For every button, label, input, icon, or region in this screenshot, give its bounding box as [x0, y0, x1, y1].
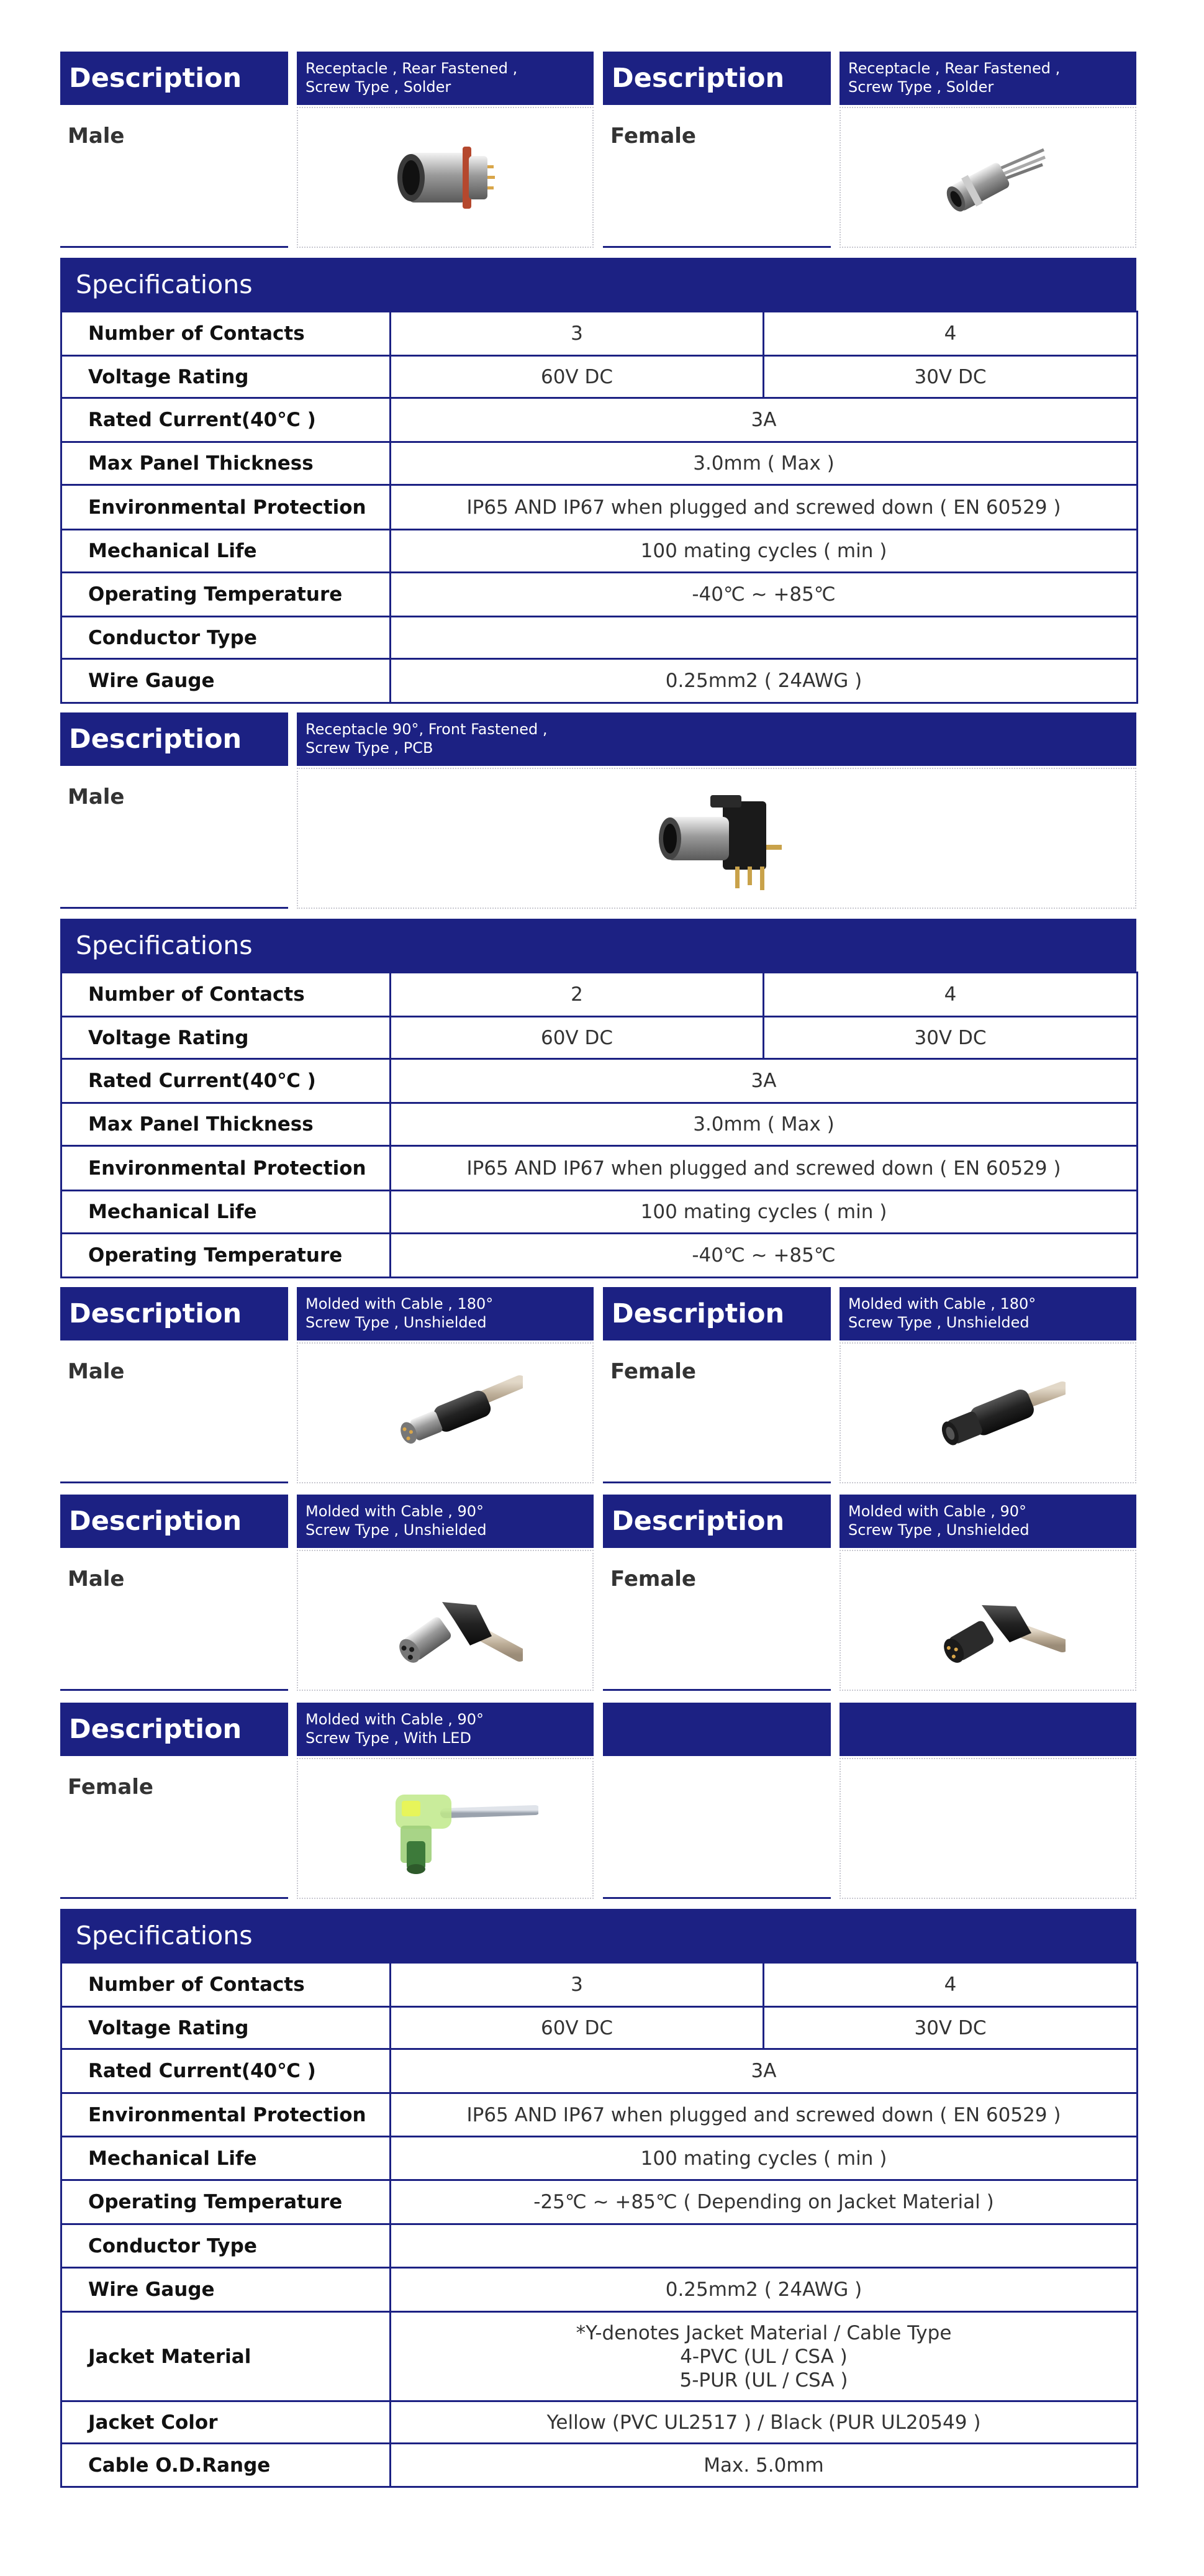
table-row [61, 2401, 1138, 2444]
empty-header-cell [840, 1703, 1136, 1756]
spec-value: 100 mating cycles ( min ) [391, 530, 1138, 573]
table-row [61, 2093, 1138, 2137]
product-image [840, 107, 1136, 248]
specifications-heading: Specifications [60, 1909, 1136, 1962]
male-receptacle-icon [383, 131, 507, 224]
description-heading: Description [60, 52, 288, 105]
spec-value: 4 [764, 312, 1138, 356]
table-row [61, 2137, 1138, 2180]
spec-value: 100 mating cycles ( min ) [391, 2137, 1138, 2180]
subtitle-line: Screw Type , Solder [848, 78, 994, 96]
gender-label: Male [60, 1548, 288, 1691]
spec-value: IP65 AND IP67 when plugged and screwed down ( EN 60529 ) [391, 2093, 1138, 2137]
empty-header-cell [603, 1703, 831, 1756]
table-row [61, 1059, 1138, 1103]
table-row [61, 2049, 1138, 2093]
table-row [61, 2312, 1138, 2401]
table-row [61, 573, 1138, 617]
spec-label: Mechanical Life [61, 2137, 391, 2180]
spec-value: 0.25mm2 ( 24AWG ) [391, 2268, 1138, 2312]
pcb-receptacle-icon [636, 783, 797, 894]
female-straight-cable-icon [910, 1363, 1066, 1463]
spec-value: 2 [391, 973, 764, 1017]
description-heading: Description [603, 1287, 831, 1340]
empty-image-cell [840, 1758, 1136, 1899]
spec-label: Wire Gauge [61, 2268, 391, 2312]
table-row [61, 1191, 1138, 1234]
male-straight-cable-icon [368, 1363, 523, 1463]
subtitle-line: Screw Type , Unshielded [306, 1521, 487, 1539]
subtitle-line: Receptacle , Rear Fastened , [848, 60, 1061, 77]
spec-label: Jacket Color [61, 2401, 391, 2444]
spec-label: Operating Temperature [61, 2180, 391, 2224]
table-row [61, 2180, 1138, 2224]
gender-label: Female [603, 105, 831, 248]
spec-value [391, 617, 1138, 659]
spec-label: Number of Contacts [61, 973, 391, 1017]
spec-value: Yellow (PVC UL2517 ) / Black (PUR UL20549 ) [391, 2401, 1138, 2444]
spec-value: 0.25mm2 ( 24AWG ) [391, 659, 1138, 703]
product-image [297, 1342, 594, 1483]
table-row [61, 2444, 1138, 2487]
spec-value: 3 [391, 312, 764, 356]
product-subtitle [840, 1495, 1136, 1548]
table-row [61, 2007, 1138, 2049]
spec-value: 4 [764, 973, 1138, 1017]
spec-label: Rated Current(40℃ ) [61, 398, 391, 442]
spec-value: 30V DC [764, 2007, 1138, 2049]
spec-label: Environmental Protection [61, 485, 391, 530]
product-subtitle [297, 712, 1136, 766]
spec-label: Max Panel Thickness [61, 442, 391, 485]
spec-label: Environmental Protection [61, 1146, 391, 1191]
spec-value: 4 [764, 1963, 1138, 2007]
subtitle-line: Screw Type , With LED [306, 1729, 471, 1747]
table-row [61, 485, 1138, 530]
table-row [61, 1146, 1138, 1191]
description-heading: Description [603, 52, 831, 105]
spec-label: Operating Temperature [61, 1234, 391, 1278]
specifications-table [60, 972, 1138, 1278]
spec-value: 3.0mm ( Max ) [391, 1103, 1138, 1146]
spec-value: 3.0mm ( Max ) [391, 442, 1138, 485]
subtitle-line: Molded with Cable , 180° [306, 1295, 494, 1313]
spec-label: Voltage Rating [61, 2007, 391, 2049]
spec-label: Number of Contacts [61, 312, 391, 356]
spec-label: Max Panel Thickness [61, 1103, 391, 1146]
spec-value-line: *Y-denotes Jacket Material / Cable Type [576, 2321, 952, 2344]
male-angled-cable-icon [368, 1568, 523, 1673]
spec-value: -25℃ ~ +85℃ ( Depending on Jacket Material ) [391, 2180, 1138, 2224]
product-image [297, 768, 1136, 909]
subtitle-line: Screw Type , Unshielded [848, 1314, 1030, 1331]
spec-value: 3A [391, 398, 1138, 442]
specifications-heading: Specifications [60, 258, 1136, 311]
female-receptacle-icon [926, 131, 1050, 224]
description-heading: Description [60, 1495, 288, 1548]
subtitle-line: Screw Type , Solder [306, 78, 451, 96]
specifications-heading: Specifications [60, 919, 1136, 972]
spec-value: 60V DC [391, 2007, 764, 2049]
product-subtitle [297, 52, 594, 105]
subtitle-line: Molded with Cable , 90° [306, 1711, 484, 1728]
table-row [61, 398, 1138, 442]
description-heading: Description [603, 1495, 831, 1548]
spec-value: 30V DC [764, 356, 1138, 398]
spec-value: -40℃ ~ +85℃ [391, 573, 1138, 617]
spec-label: Wire Gauge [61, 659, 391, 703]
specifications-table [60, 1962, 1138, 2488]
table-row [61, 1234, 1138, 1278]
gender-label: Male [60, 1340, 288, 1483]
spec-label: Rated Current(40℃ ) [61, 1059, 391, 1103]
product-image [297, 1550, 594, 1691]
subtitle-line: Receptacle , Rear Fastened , [306, 60, 518, 77]
table-row [61, 617, 1138, 659]
description-heading: Description [60, 1703, 288, 1756]
table-row [61, 1017, 1138, 1059]
product-image [297, 107, 594, 248]
spec-value: 60V DC [391, 1017, 764, 1059]
spec-label: Mechanical Life [61, 1191, 391, 1234]
gender-label: Female [603, 1548, 831, 1691]
gender-label: Female [60, 1756, 288, 1899]
product-subtitle [297, 1287, 594, 1340]
table-row [61, 442, 1138, 485]
spec-label: Number of Contacts [61, 1963, 391, 2007]
product-image [840, 1342, 1136, 1483]
spec-label: Conductor Type [61, 2224, 391, 2268]
gender-label: Female [603, 1340, 831, 1483]
table-row [61, 1103, 1138, 1146]
table-row [61, 312, 1138, 356]
female-angled-cable-icon [910, 1568, 1066, 1673]
subtitle-line: Screw Type , PCB [306, 739, 433, 757]
spec-value: -40℃ ~ +85℃ [391, 1234, 1138, 1278]
subtitle-line: Molded with Cable , 90° [306, 1503, 484, 1520]
empty-cell [603, 1756, 831, 1899]
product-image [297, 1758, 594, 1899]
spec-value: 3 [391, 1963, 764, 2007]
table-row [61, 973, 1138, 1017]
product-subtitle [297, 1703, 594, 1756]
spec-value: 3A [391, 2049, 1138, 2093]
table-row [61, 1963, 1138, 2007]
product-subtitle [297, 1495, 594, 1548]
table-row [61, 356, 1138, 398]
spec-label: Voltage Rating [61, 1017, 391, 1059]
product-subtitle [840, 1287, 1136, 1340]
subtitle-line: Receptacle 90°, Front Fastened , [306, 721, 548, 738]
spec-value-line: 4-PVC (UL / CSA ) [680, 2345, 848, 2368]
spec-value: IP65 AND IP67 when plugged and screwed down ( EN 60529 ) [391, 1146, 1138, 1191]
spec-value: 60V DC [391, 356, 764, 398]
subtitle-line: Molded with Cable , 90° [848, 1503, 1027, 1520]
product-image [840, 1550, 1136, 1691]
product-subtitle [840, 52, 1136, 105]
table-row [61, 530, 1138, 573]
spec-value: 100 mating cycles ( min ) [391, 1191, 1138, 1234]
gender-label: Male [60, 105, 288, 248]
spec-label: Operating Temperature [61, 573, 391, 617]
table-row [61, 659, 1138, 703]
description-heading: Description [60, 712, 288, 766]
spec-label: Conductor Type [61, 617, 391, 659]
table-row [61, 2224, 1138, 2268]
spec-value: 3A [391, 1059, 1138, 1103]
spec-value: IP65 AND IP67 when plugged and screwed down ( EN 60529 ) [391, 485, 1138, 530]
subtitle-line: Screw Type , Unshielded [306, 1314, 487, 1331]
subtitle-line: Screw Type , Unshielded [848, 1521, 1030, 1539]
spec-value: Max. 5.0mm [391, 2444, 1138, 2487]
subtitle-line: Molded with Cable , 180° [848, 1295, 1036, 1313]
table-row [61, 2268, 1138, 2312]
spec-label: Jacket Material [61, 2312, 391, 2401]
specifications-table [60, 311, 1138, 704]
spec-label: Environmental Protection [61, 2093, 391, 2137]
spec-label: Cable O.D.Range [61, 2444, 391, 2487]
led-cable-icon [352, 1776, 538, 1882]
spec-label: Voltage Rating [61, 356, 391, 398]
spec-label: Rated Current(40℃ ) [61, 2049, 391, 2093]
spec-value-line: 5-PUR (UL / CSA ) [679, 2369, 848, 2392]
spec-value [391, 2224, 1138, 2268]
description-heading: Description [60, 1287, 288, 1340]
gender-label: Male [60, 766, 288, 909]
spec-value [391, 2312, 1138, 2401]
spec-label: Mechanical Life [61, 530, 391, 573]
spec-value: 30V DC [764, 1017, 1138, 1059]
